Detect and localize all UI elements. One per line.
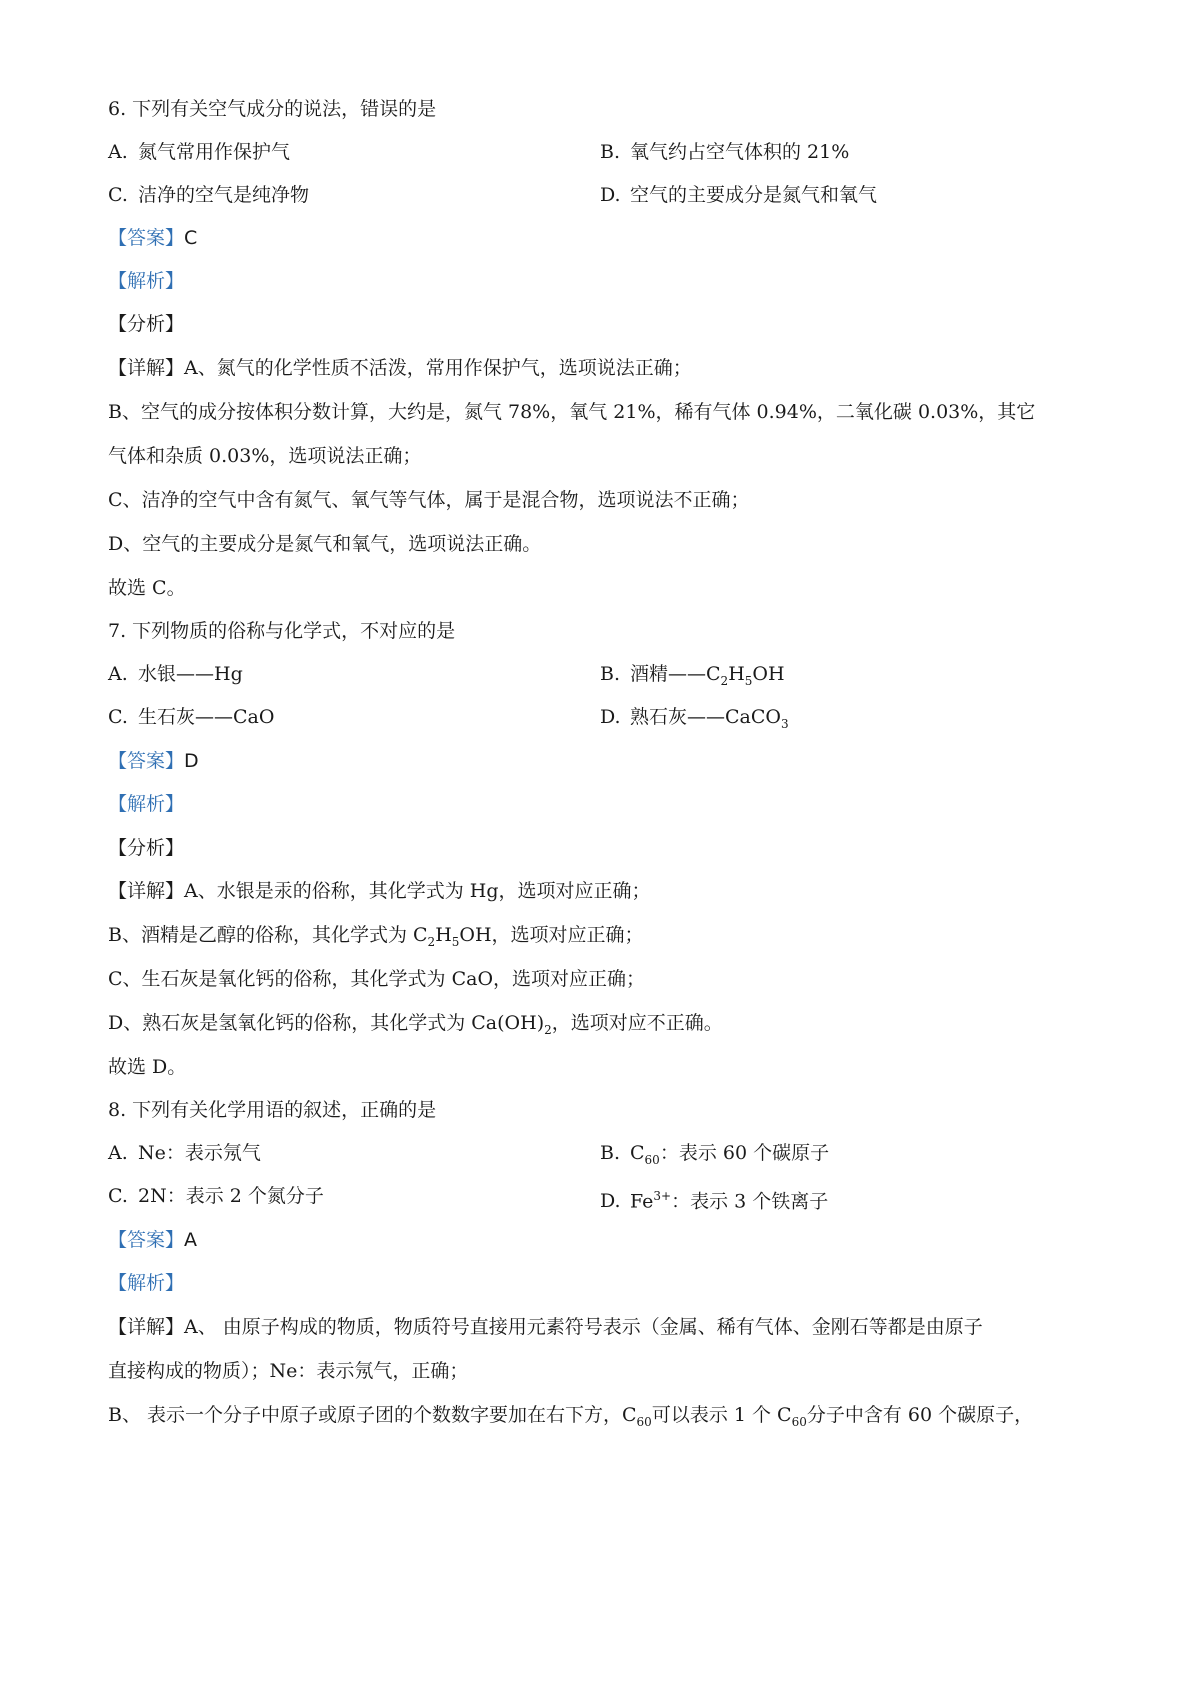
q7-fenxi-label: 【分析】 [108, 837, 185, 859]
q7-stem: 7. 下列物质的俗称与化学式，不对应的是 [108, 620, 456, 642]
q6-option-c: C. 洁净的空气是纯净物 [108, 184, 310, 206]
q8-option-b: B. $C_{60}$：表示 60 个碳原子 [600, 1142, 830, 1167]
q7-option-b: B. 酒精$——C_2H_5OH$ [600, 663, 785, 688]
q7-detail-a: 【详解】A、水银是汞的俗称，其化学式为 Hg，选项对应正确； [108, 880, 651, 902]
q6-jiexi-label: 【解析】 [108, 270, 185, 292]
q8-answer: 【答案】A [108, 1229, 198, 1251]
q7-detail-d: D、熟石灰是氢氧化钙的俗称，其化学式为 $Ca(OH)_2$，选项对应不正确。 [108, 1012, 723, 1037]
q6-detail-c: C、洁净的空气中含有氮气、氧气等气体，属于是混合物，选项说法不正确； [108, 489, 750, 511]
q7-jiexi-label: 【解析】 [108, 793, 185, 815]
q7-option-d: D. 熟石灰——CaCO$_3$ [600, 706, 789, 731]
q8-detail-a-line1: 【详解】A、 由原子构成的物质，物质符号直接用元素符号表示（金属、稀有气体、金刚石等都是由原子 [108, 1316, 983, 1338]
q6-answer: 【答案】C [108, 227, 198, 249]
q8-detail-a-line2: 直接构成的物质）；Ne：表示氖气，正确； [108, 1360, 469, 1382]
q6-stem: 6. 下列有关空气成分的说法，错误的是 [108, 98, 437, 120]
q8-option-a: A. Ne：表示氖气 [108, 1142, 261, 1164]
q7-detail-c: C、生石灰是氧化钙的俗称，其化学式为 CaO，选项对应正确； [108, 968, 646, 990]
q8-option-d: D. $Fe^{3+}$：表示 3 个铁离子 [600, 1189, 829, 1213]
q7-option-a: A. 水银——Hg [108, 663, 243, 685]
q6-detail-b-line1: B、空气的成分按体积分数计算，大约是，氮气 78%，氧气 21%，稀有气体 0.94%，二氧化碳 0.03%，其它 [108, 401, 1036, 423]
q6-option-d: D. 空气的主要成分是氮气和氧气 [600, 184, 878, 206]
q7-answer: 【答案】D [108, 750, 199, 772]
q6-conclusion: 故选 C。 [108, 577, 186, 599]
q7-option-c: C. 生石灰——CaO [108, 706, 275, 728]
q6-option-b: B. 氧气约占空气体积的 21% [600, 141, 850, 163]
q6-option-a: A. 氮气常用作保护气 [108, 141, 291, 163]
q6-detail-a: 【详解】A、氮气的化学性质不活泼，常用作保护气，选项说法正确； [108, 357, 692, 379]
q8-detail-b: B、 表示一个分子中原子或原子团的个数数字要加在右下方，$C_{60}$可以表示 1 个 $C_{60}$分子中含有 60 个碳原子， [108, 1404, 1034, 1429]
q6-detail-d: D、空气的主要成分是氮气和氧气，选项说法正确。 [108, 533, 542, 555]
q8-jiexi-label: 【解析】 [108, 1272, 185, 1294]
q8-option-c: C. 2N：表示 2 个氮分子 [108, 1185, 324, 1207]
q7-detail-b: B、酒精是乙醇的俗称，其化学式为 $C_2H_5OH$，选项对应正确； [108, 924, 644, 949]
q6-fenxi-label: 【分析】 [108, 313, 185, 335]
q6-detail-b-line2: 气体和杂质 0.03%，选项说法正确； [108, 445, 422, 467]
q7-conclusion: 故选 D。 [108, 1056, 187, 1078]
q8-stem: 8. 下列有关化学用语的叙述，正确的是 [108, 1099, 437, 1121]
